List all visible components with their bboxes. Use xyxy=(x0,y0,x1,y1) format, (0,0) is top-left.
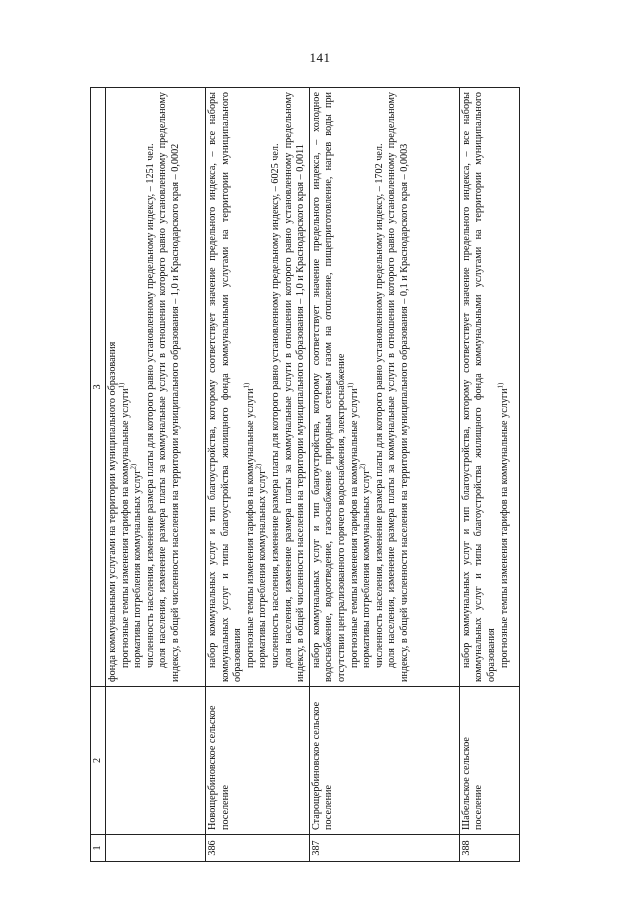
paragraph-text: нормативы потребления коммунальных услуг xyxy=(257,469,269,668)
paragraph xyxy=(358,92,374,682)
paragraph xyxy=(242,92,258,682)
page-number: 141 xyxy=(309,50,331,65)
paragraph xyxy=(311,92,349,682)
paragraph-text: доля населения, изменение размера платы за коммунальные услуги в отношении которого равно установленному предельному индексу, в общей численности населения на территории муниципального образования – 1,0 и Краснодарского края – 0,0002 xyxy=(157,92,181,682)
paragraph-text: прогнозные темпы изменения тарифов на коммунальные услуги xyxy=(348,388,360,668)
paragraph-text: численность населения, изменение размера платы для которого равно установленному предельному индексу, – 1702 чел. xyxy=(373,143,385,668)
table-row xyxy=(459,88,519,862)
paragraph-text: набор коммунальных услуг и тип благоустройства, которому соответствует значение предельного индекса, – холодное водоснабжение, водоотведение, газоснабжение природным сетевым газом на отопление, пищеприготовление, нагрев воды при отсутствии централизованного горячего водоснабжения, электроснабжение xyxy=(310,92,347,682)
municipality-name: Новощербиновское сельское поселение xyxy=(206,687,310,835)
paragraph-text: прогнозные темпы изменения тарифов на коммунальные услуги xyxy=(119,388,131,668)
footnote-marker: 2) xyxy=(254,463,263,470)
paragraph xyxy=(145,92,158,682)
table-header-row xyxy=(91,88,106,862)
paragraph-text: нормативы потребления коммунальных услуг xyxy=(132,469,144,668)
paragraph-text: фонда коммунальными услугами на территории муниципального образования xyxy=(107,341,118,682)
paragraph xyxy=(386,92,411,682)
municipality-name xyxy=(106,687,206,835)
row-content xyxy=(206,88,310,687)
footnote-marker: 1) xyxy=(117,382,126,389)
paragraph xyxy=(270,92,283,682)
paragraph xyxy=(283,92,308,682)
footnote-marker: 2) xyxy=(129,463,138,470)
footnote-marker: 1) xyxy=(496,382,505,389)
paragraph-text: нормативы потребления коммунальных услуг xyxy=(361,469,373,668)
paragraph xyxy=(157,92,182,682)
footnote-marker: 2) xyxy=(358,463,367,470)
table-row xyxy=(309,88,459,862)
paragraph xyxy=(129,92,145,682)
row-content xyxy=(309,88,459,687)
tariff-index-table xyxy=(90,87,520,862)
paragraph-text: набор коммунальных услуг и тип благоустройства, которому соответствует значение предельного индекса, – все наборы коммунальных услуг и типы благоустройства жилищного фонда коммунальными услугами на территории муниципального образования xyxy=(207,92,244,682)
paragraph xyxy=(374,92,387,682)
paragraph xyxy=(496,92,512,682)
row-number xyxy=(106,835,206,862)
paragraph-text: прогнозные темпы изменения тарифов на коммунальные услуги xyxy=(244,388,256,668)
paragraph xyxy=(207,92,245,682)
paragraph xyxy=(461,92,499,682)
paragraph-text: доля населения, изменение размера платы за коммунальные услуги в отношении которого равно установленному предельному индексу, в общей численности населения на территории муниципального образования – 0,1 и Краснодарского края – 0,0003 xyxy=(386,92,410,682)
row-content xyxy=(106,88,206,687)
paragraph xyxy=(117,92,133,682)
paragraph-text: прогнозные темпы изменения тарифов на коммунальные услуги xyxy=(498,388,510,668)
paragraph xyxy=(254,92,270,682)
table-row xyxy=(106,88,206,862)
header-col-2: 2 xyxy=(91,687,106,835)
paragraph-text: численность населения, изменение размера платы для которого равно установленному предельному индексу, – 1251 чел. xyxy=(144,143,156,668)
row-number: 388 xyxy=(459,835,519,862)
municipality-name: Старощербиновское сельское поселение xyxy=(309,687,459,835)
municipality-name: Шабельское сельское поселение xyxy=(459,687,519,835)
paragraph-text: набор коммунальных услуг и тип благоустройства, которому соответствует значение предельного индекса, – все наборы коммунальных услуг и типы благоустройства жилищного фонда коммунальными услугами на территории муниципального образования xyxy=(460,92,497,682)
paragraph-text: численность населения, изменение размера платы для которого равно установленному предельному индексу, – 6025 чел. xyxy=(269,143,281,668)
header-col-1: 1 xyxy=(91,835,106,862)
paragraph-text: доля населения, изменение размера платы за коммунальные услуги в отношении которого равно установленному предельному индексу, в общей численности населения на территории муниципального образования – 1,0 и Краснодарского края – 0,0011 xyxy=(282,92,307,682)
table-row xyxy=(206,88,310,862)
row-number: 387 xyxy=(309,835,459,862)
row-content xyxy=(459,88,519,687)
row-number: 386 xyxy=(206,835,310,862)
paragraph xyxy=(346,92,362,682)
footnote-marker: 1) xyxy=(242,382,251,389)
rotated-table-wrapper xyxy=(90,87,520,862)
footnote-marker: 1) xyxy=(346,382,355,389)
header-col-3: 3 xyxy=(91,88,106,687)
